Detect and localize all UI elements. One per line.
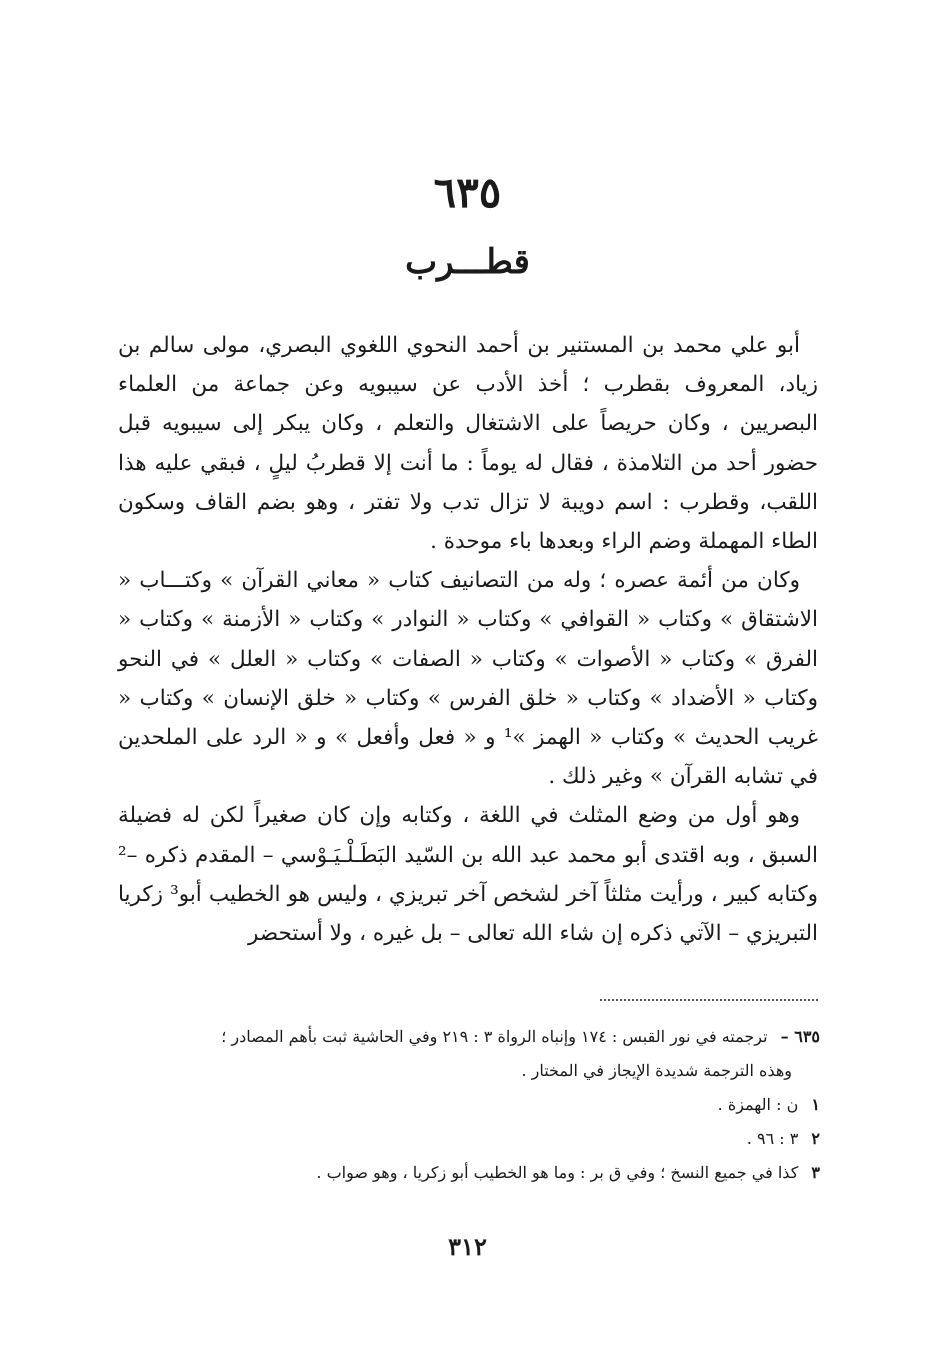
footnote-continuation: وهذه الترجمة شديدة الإيجاز في المختار . — [521, 1061, 792, 1080]
footnote-mark: ٦٣٥ – — [780, 1027, 820, 1046]
page-number: ٣١٢ — [448, 1232, 487, 1261]
footnote-text: ترجمته في نور القبس : ١٧٤ وإنباه الرواة ٣ : ٢١٩ وفي الحاشية ثبت بأهم المصادر ؛ — [221, 1027, 768, 1046]
footnote-mark: ٣ — [811, 1163, 820, 1182]
footnotes — [210, 1020, 820, 1190]
footnote — [210, 1088, 820, 1122]
footnote — [210, 1122, 820, 1156]
footnote — [210, 1020, 820, 1088]
paragraph: وكان من أئمة عصره ؛ وله من التصانيف كتاب « معاني القرآن » وكتـــاب « الاشتقاق » وكتاب « القوافي » وكتاب « النوادر » وكتاب « الأزمنة » وكتاب « الفرق » وكتاب « الأصوات » وكتاب « الصفات » وكتاب « العلل » في النحو وكتاب « الأضداد » وكتاب « خلق الفرس » وكتاب « خلق الإنسان » وكتاب « غريب الحديث » وكتاب « الهمز »¹ و « فعل وأفعل » و « الرد على الملحدين في تشابه القرآن » وغير ذلك . — [118, 568, 819, 790]
footnote-mark: ٢ — [811, 1129, 820, 1148]
entry-title: قطـــرب — [405, 242, 530, 282]
footnote-text: كذا في جميع النسخ ؛ وفي ق بر : وما هو الخطيب أبو زكريا ، وهو صواب . — [316, 1163, 799, 1182]
footnote-separator — [600, 999, 818, 1001]
entry-number: ٦٣٥ — [433, 168, 502, 217]
paragraph: أبو علي محمد بن المستنير بن أحمد النحوي اللغوي البصري، مولى سالم بن زياد، المعروف بقطرب ؛ أخذ الأدب عن سيبويه وعن جماعة من العلماء البصريين ، وكان حريصاً على الاشتغال والتعلم ، وكان يبكر إلى سيبويه قبل حضور أحد من التلامذة ، فقال له يوماً : ما أنت إلا قطربُ ليلٍ ، فبقي عليه هذا اللقب، وقطرب : اسم دويبة لا تزال تدب ولا تفتر ، وهو بضم القاف وسكون الطاء المهملة وضم الراء وبعدها باء موحدة . — [118, 333, 818, 555]
footnote-mark: ١ — [811, 1095, 820, 1114]
paragraph: وهو أول من وضع المثلث في اللغة ، وكتابه وإن كان صغيراً لكن له فضيلة السبق ، وبه اقتدى أبو محمد عبد الله بن السّيد البَطَـلْـيَـوْسي – المقدم ذكره –² وكتابه كبير ، ورأيت مثلثاً آخر لشخص آخر تبريزي ، وليس هو الخطيب أبو³ زكريا التبريزي – الآتي ذكره إن شاء الله تعالى – بل غيره ، ولا أستحضر — [118, 803, 818, 947]
footnote-text: ن : الهمزة . — [717, 1095, 799, 1114]
footnote-text: ٣ : ٩٦ . — [746, 1129, 799, 1148]
body-text — [118, 326, 818, 953]
footnote — [210, 1156, 820, 1190]
